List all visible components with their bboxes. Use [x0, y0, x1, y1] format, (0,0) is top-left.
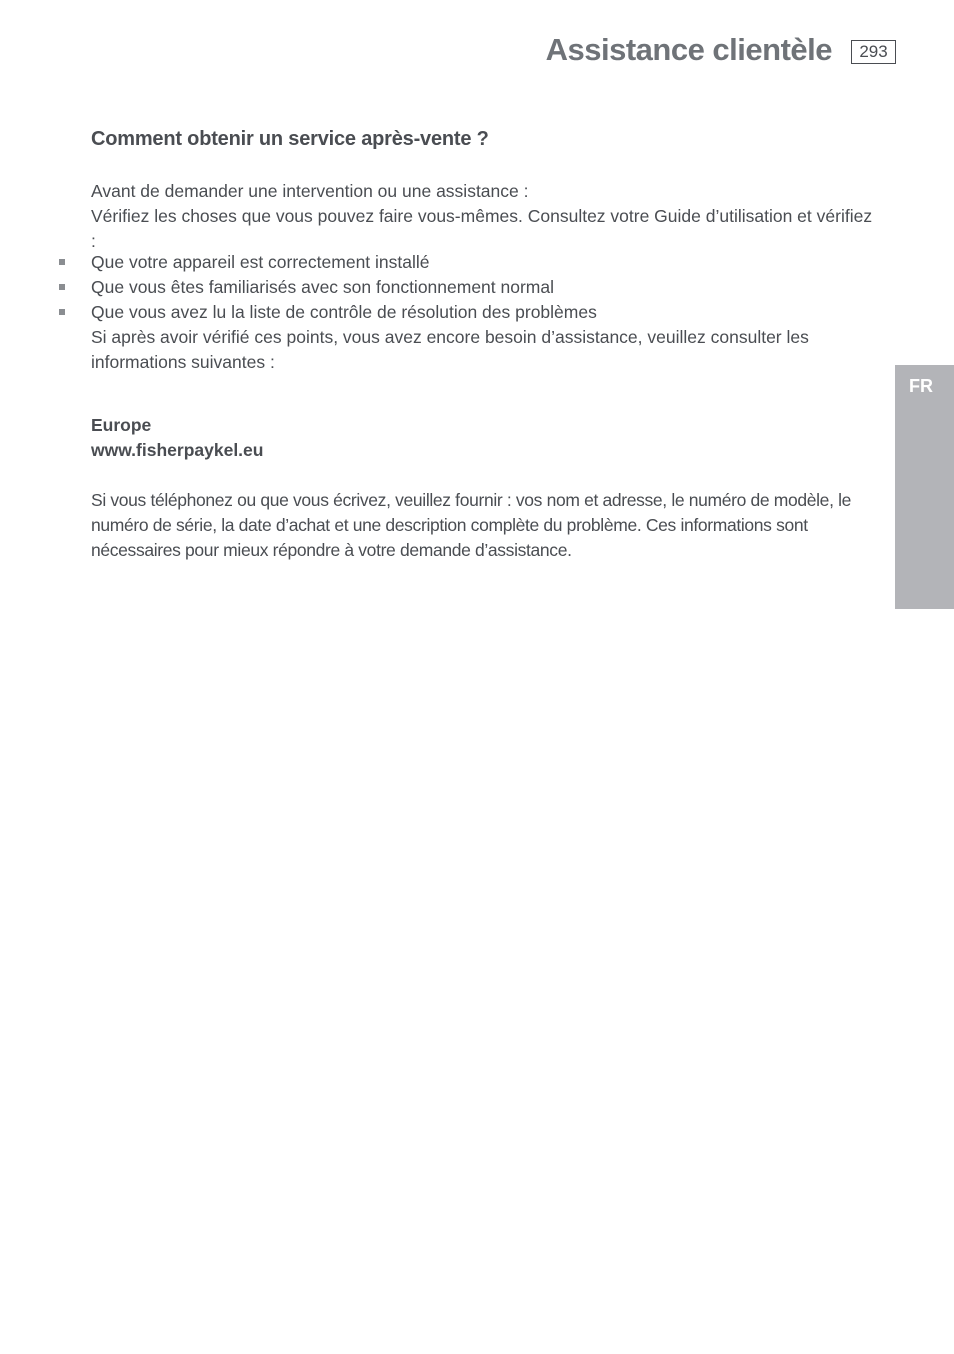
contact-info-paragraph: Si vous téléphonez ou que vous écrivez, veuillez fournir : vos nom et adresse, le numéro de modèle, le numéro de série, la date d’achat et une description complète du problème. Ces informations sont nécessaires pour mieux répondre à votre demande d’assistance. — [91, 490, 852, 560]
section-heading: Comment obtenir un service après-vente ? — [91, 128, 489, 150]
checklist-item-text: Que vous êtes familiarisés avec son fonctionnement normal — [91, 277, 555, 297]
square-bullet-icon — [59, 259, 65, 265]
page-number: 293 — [851, 40, 896, 64]
square-bullet-icon — [59, 284, 65, 290]
checklist-item-text: Que vous avez lu la liste de contrôle de résolution des problèmes — [91, 302, 597, 322]
checklist-item — [91, 250, 881, 275]
website-link[interactable]: www.fisherpaykel.eu — [91, 440, 264, 460]
language-tab-label: FR — [909, 376, 933, 396]
checklist — [91, 250, 881, 325]
intro-paragraph — [91, 179, 881, 254]
after-checklist-paragraph: Si après avoir vérifié ces points, vous avez encore besoin d’assistance, veuillez consulter les informations suivantes : — [91, 327, 809, 372]
checklist-item — [91, 300, 881, 325]
intro-line-1: Avant de demander une intervention ou une assistance : — [91, 181, 529, 201]
region-label: Europe — [91, 415, 152, 435]
intro-line-2: Vérifiez les choses que vous pouvez faire vous-mêmes. Consultez votre Guide d’utilisation et vérifiez : — [91, 206, 873, 251]
checklist-item — [91, 275, 881, 300]
page-title: Assistance clientèle — [545, 32, 832, 67]
square-bullet-icon — [59, 309, 65, 315]
language-tab — [895, 365, 954, 609]
checklist-item-text: Que votre appareil est correctement installé — [91, 252, 430, 272]
